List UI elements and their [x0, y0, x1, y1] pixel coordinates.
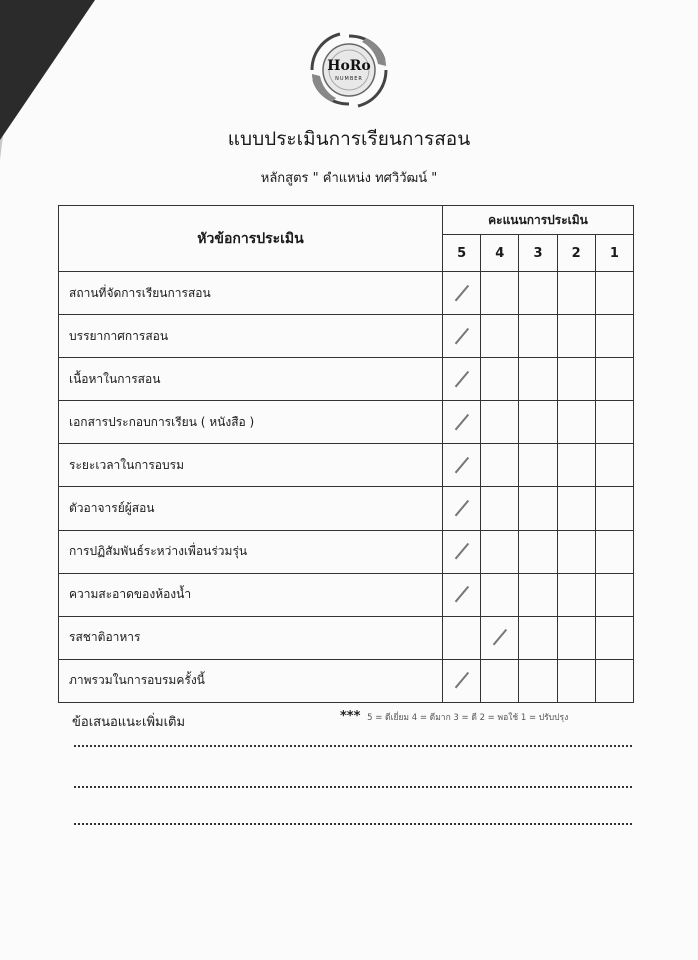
rating-cell-2[interactable]	[557, 444, 595, 487]
rating-cell-2[interactable]	[557, 272, 595, 315]
check-mark-icon	[455, 326, 469, 344]
logo-subtext: NUMBER	[335, 76, 363, 82]
row-topic: เอกสารประกอบการเรียน ( หนังสือ )	[59, 401, 443, 444]
rating-cell-4[interactable]	[481, 358, 519, 401]
rating-cell-2[interactable]	[557, 573, 595, 616]
form-title: แบบประเมินการเรียนการสอน	[227, 128, 471, 150]
row-topic: การปฏิสัมพันธ์ระหว่างเพื่อนร่วมรุ่น	[59, 530, 443, 573]
rating-cell-3[interactable]	[519, 272, 557, 315]
check-mark-icon	[493, 627, 507, 645]
rating-cell-2[interactable]	[557, 401, 595, 444]
table-row	[59, 530, 634, 573]
rating-cell-5[interactable]	[443, 272, 481, 315]
rating-cell-3[interactable]	[519, 401, 557, 444]
rating-cell-5[interactable]	[443, 358, 481, 401]
table-row	[59, 401, 634, 444]
suggestion-line-3[interactable]	[74, 823, 632, 825]
suggestions-label: ข้อเสนอแนะเพิ่มเติม	[72, 715, 186, 730]
rating-cell-5[interactable]	[443, 444, 481, 487]
score-header: คะแนนการประเมิน	[443, 206, 634, 235]
rating-cell-1[interactable]	[595, 616, 633, 659]
check-mark-icon	[455, 412, 469, 430]
rating-cell-4[interactable]	[481, 616, 519, 659]
row-topic: ตัวอาจารย์ผู้สอน	[59, 487, 443, 530]
rating-cell-3[interactable]	[519, 358, 557, 401]
page-corner-fold	[0, 0, 95, 140]
rating-cell-1[interactable]	[595, 401, 633, 444]
rating-cell-4[interactable]	[481, 573, 519, 616]
score-col-3: 3	[519, 235, 557, 272]
rating-cell-1[interactable]	[595, 358, 633, 401]
rating-cell-4[interactable]	[481, 530, 519, 573]
check-mark-icon	[455, 584, 469, 602]
suggestion-line-1[interactable]	[74, 745, 632, 747]
table-row	[59, 315, 634, 358]
table-row	[59, 358, 634, 401]
rating-cell-4[interactable]	[481, 272, 519, 315]
score-col-1: 1	[595, 235, 633, 272]
score-col-5: 5	[443, 235, 481, 272]
rating-cell-3[interactable]	[519, 530, 557, 573]
rating-cell-4[interactable]	[481, 487, 519, 530]
check-mark-icon	[455, 670, 469, 688]
rating-cell-2[interactable]	[557, 659, 595, 702]
rating-cell-1[interactable]	[595, 444, 633, 487]
horo-logo	[306, 30, 392, 110]
check-mark-icon	[455, 498, 469, 516]
rating-cell-3[interactable]	[519, 487, 557, 530]
suggestion-line-2[interactable]	[74, 786, 632, 788]
rating-cell-4[interactable]	[481, 315, 519, 358]
rating-cell-3[interactable]	[519, 659, 557, 702]
row-topic: ภาพรวมในการอบรมครั้งนี้	[59, 659, 443, 702]
topic-header: หัวข้อการประเมิน	[59, 206, 443, 272]
rating-cell-1[interactable]	[595, 573, 633, 616]
rating-cell-1[interactable]	[595, 530, 633, 573]
legend-stars: ***	[340, 709, 361, 724]
row-topic: ความสะอาดของห้องน้ำ	[59, 573, 443, 616]
rating-cell-5[interactable]	[443, 573, 481, 616]
table-row	[59, 573, 634, 616]
score-col-2: 2	[557, 235, 595, 272]
rating-cell-4[interactable]	[481, 444, 519, 487]
row-topic: บรรยากาศการสอน	[59, 315, 443, 358]
rating-cell-3[interactable]	[519, 573, 557, 616]
rating-cell-3[interactable]	[519, 444, 557, 487]
rating-cell-3[interactable]	[519, 616, 557, 659]
check-mark-icon	[455, 541, 469, 559]
rating-cell-3[interactable]	[519, 315, 557, 358]
rating-cell-5[interactable]	[443, 616, 481, 659]
rating-cell-5[interactable]	[443, 315, 481, 358]
rating-cell-5[interactable]	[443, 530, 481, 573]
rating-cell-1[interactable]	[595, 659, 633, 702]
row-topic: สถานที่จัดการเรียนการสอน	[59, 272, 443, 315]
logo-text: HoRo	[327, 58, 371, 74]
rating-cell-1[interactable]	[595, 272, 633, 315]
rating-cell-2[interactable]	[557, 616, 595, 659]
rating-cell-5[interactable]	[443, 401, 481, 444]
rating-cell-1[interactable]	[595, 315, 633, 358]
rating-cell-2[interactable]	[557, 530, 595, 573]
rating-cell-4[interactable]	[481, 401, 519, 444]
table-row	[59, 616, 634, 659]
rating-legend	[340, 709, 568, 724]
rating-cell-2[interactable]	[557, 315, 595, 358]
rating-cell-4[interactable]	[481, 659, 519, 702]
course-subtitle: หลักสูตร " คำแหน่ง ทศวิวัฒน์ "	[260, 171, 438, 186]
score-col-4: 4	[481, 235, 519, 272]
check-mark-icon	[455, 455, 469, 473]
table-row	[59, 659, 634, 702]
evaluation-table	[58, 205, 634, 703]
row-topic: รสชาติอาหาร	[59, 616, 443, 659]
rating-cell-2[interactable]	[557, 358, 595, 401]
row-topic: เนื้อหาในการสอน	[59, 358, 443, 401]
check-mark-icon	[455, 369, 469, 387]
check-mark-icon	[455, 283, 469, 301]
row-topic: ระยะเวลาในการอบรม	[59, 444, 443, 487]
rating-cell-5[interactable]	[443, 487, 481, 530]
legend-text: 5 = ดีเยี่ยม 4 = ดีมาก 3 = ดี 2 = พอใช้ 1 = ปรับปรุง	[367, 713, 569, 723]
table-row	[59, 272, 634, 315]
rating-cell-5[interactable]	[443, 659, 481, 702]
rating-cell-2[interactable]	[557, 487, 595, 530]
rating-cell-1[interactable]	[595, 487, 633, 530]
table-row	[59, 444, 634, 487]
table-row	[59, 487, 634, 530]
